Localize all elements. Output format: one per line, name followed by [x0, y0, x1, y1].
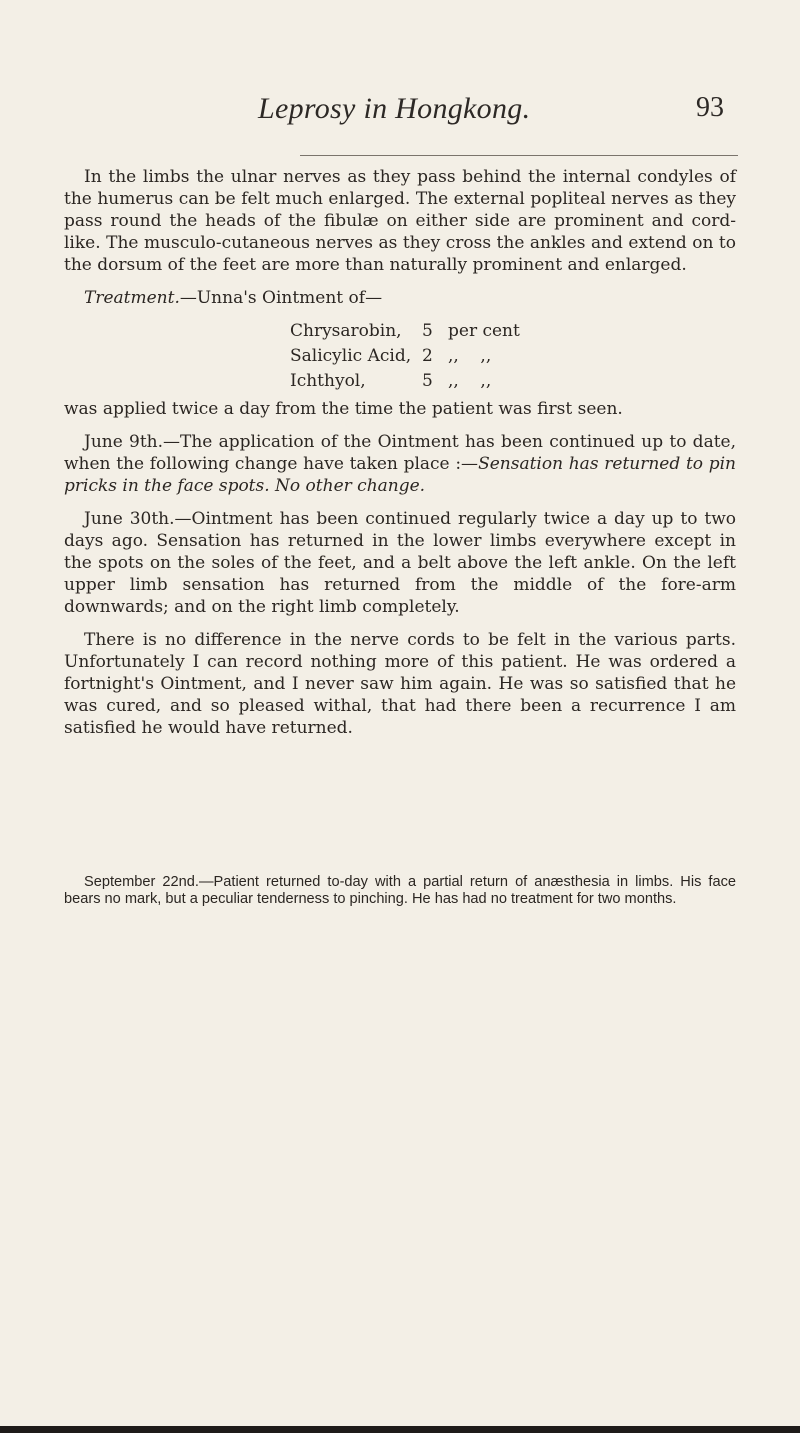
note-text: September 22nd.—Patient returned to-day with a partial return of anæsthesia in limbs. His face bears no mark, but a peculiar tenderness to pinching. He has had no treatment for two months.: [64, 874, 736, 907]
bottom-edge: [0, 1426, 800, 1433]
recipe-row: [290, 319, 736, 344]
recipe-amount: 5: [422, 321, 433, 341]
body-text: [64, 166, 736, 739]
recipe-amount: 2: [422, 346, 433, 366]
recipe-row: [290, 369, 736, 394]
recipe-ingredient: Ichthyol,: [290, 371, 366, 391]
paragraph-june-30: June 30th.—Ointment has been continued regularly twice a day up to two days ago. Sensation has returned in the lower limbs everywhere except in the spots on the soles of the feet, and a belt above the left ankle. On the left upper limb sensation has returned from the middle of the fore-arm downwards; and on the right limb completely.: [64, 509, 736, 617]
page-number: 93: [696, 92, 724, 123]
paragraph-conclusion: There is no difference in the nerve cords to be felt in the various parts. Unfortunately I can record nothing more of this patient. He was ordered a fortnight's Ointment, and I never saw him again. He was so satisfied that he was cured, and so pleased withal, that had there been a recurrence I am satisfied he would have returned.: [64, 630, 736, 738]
paragraph-june-9: [64, 431, 736, 497]
running-head: [0, 92, 800, 132]
paragraph-applied: was applied twice a day from the time the patient was first seen.: [64, 399, 623, 419]
june-9-text: June 9th.—The application of the Ointment has been continued up to date, when the following change have taken place :—: [64, 432, 736, 474]
paragraph-treatment: [64, 287, 736, 309]
treatment-text: —Unna's Ointment of—: [179, 288, 383, 308]
recipe-unit: ,, ,,: [448, 346, 492, 366]
running-title: Leprosy in Hongkong.: [258, 92, 531, 125]
recipe-amount: 5: [422, 371, 433, 391]
header-rule: [300, 155, 738, 156]
june-9-italic: Sensation has returned to pin pricks in the face spots. No other change.: [64, 454, 736, 496]
ointment-recipe: [290, 319, 736, 394]
recipe-unit: per cent: [448, 321, 520, 341]
recipe-ingredient: Chrysarobin,: [290, 321, 402, 341]
recipe-row: [290, 344, 736, 369]
treatment-label: Treatment.: [84, 288, 180, 308]
paragraph-nerves: In the limbs the ulnar nerves as they pass behind the internal condyles of the humerus can be felt much enlarged. The external popliteal nerves as they pass round the heads of the fibulæ on either side are prominent and cord-like. The musculo-cutaneous nerves as they cross the ankles and extend on to the dorsum of the feet are more than naturally prominent and enlarged.: [64, 167, 736, 275]
recipe-ingredient: Salicylic Acid,: [290, 346, 412, 366]
footnote-september: [64, 874, 736, 908]
recipe-unit: ,, ,,: [448, 371, 492, 391]
